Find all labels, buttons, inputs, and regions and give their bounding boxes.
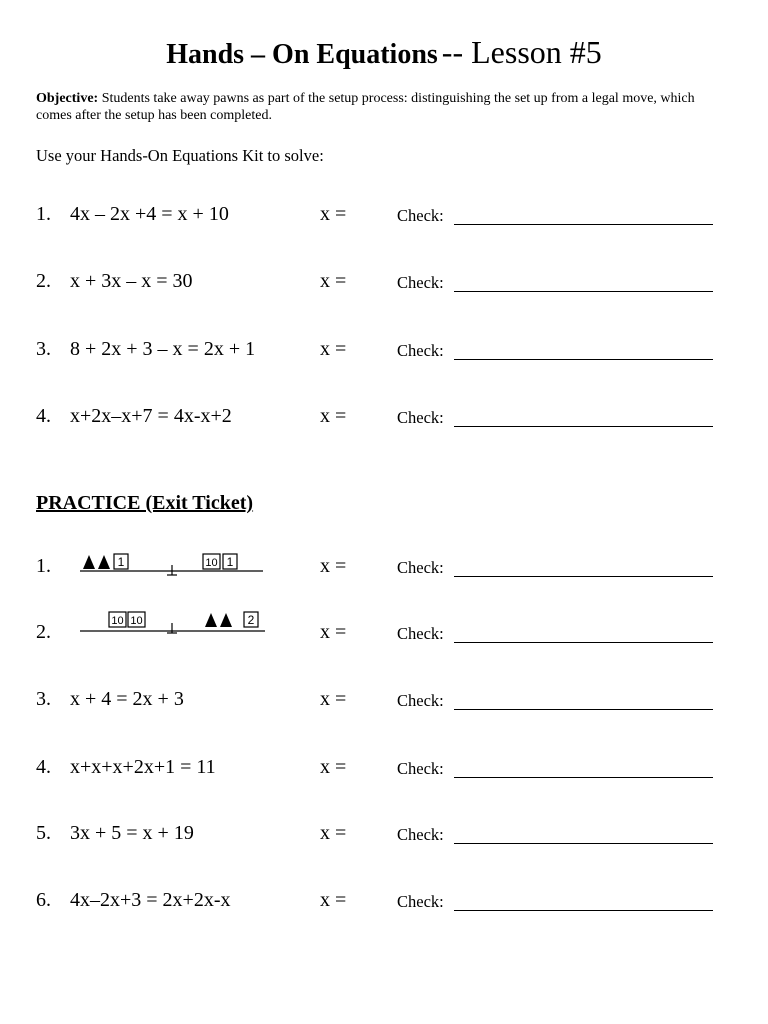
check-answer-line[interactable] bbox=[454, 709, 713, 710]
check-label: Check: bbox=[397, 558, 444, 577]
title-main: Hands – On Equations bbox=[166, 39, 438, 70]
check-label: Check: bbox=[397, 408, 444, 427]
problem-equation: 8 + 2x + 3 – x = 2x + 1 bbox=[70, 338, 256, 360]
practice-number: 3. bbox=[36, 688, 51, 710]
practice-row-6 bbox=[0, 889, 768, 923]
pawn-icon bbox=[220, 613, 232, 627]
check-answer-line[interactable] bbox=[454, 224, 713, 225]
check-answer-line[interactable] bbox=[454, 291, 713, 292]
practice-number: 4. bbox=[36, 756, 51, 778]
number-cube-icon bbox=[128, 612, 145, 627]
x-equals-label: x = bbox=[320, 203, 347, 225]
check-label: Check: bbox=[397, 825, 444, 844]
check-label: Check: bbox=[397, 892, 444, 911]
practice-row-3 bbox=[0, 688, 768, 722]
check-answer-line[interactable] bbox=[454, 359, 713, 360]
problem-number: 1. bbox=[36, 203, 51, 225]
balance-scale-icon bbox=[75, 547, 270, 581]
number-cube-icon bbox=[244, 612, 258, 627]
check-answer-line[interactable] bbox=[454, 843, 713, 844]
check-answer-line[interactable] bbox=[454, 576, 713, 577]
check-label: Check: bbox=[397, 206, 444, 225]
objective-text: Students take away pawns as part of the setup process: distinguishing the set up from a legal move, which comes after the setup has been completed. bbox=[36, 91, 695, 123]
pawn-icon bbox=[83, 555, 95, 569]
number-cube-icon bbox=[109, 612, 126, 627]
x-equals-label: x = bbox=[320, 756, 347, 778]
x-equals-label: x = bbox=[320, 822, 347, 844]
practice-row-1 bbox=[0, 555, 768, 589]
check-label: Check: bbox=[397, 759, 444, 778]
problem-row-2 bbox=[0, 270, 768, 304]
practice-equation: 4x–2x+3 = 2x+2x-x bbox=[70, 889, 231, 911]
check-label: Check: bbox=[397, 273, 444, 292]
check-answer-line[interactable] bbox=[454, 910, 713, 911]
check-answer-line[interactable] bbox=[454, 642, 713, 643]
problem-equation: x+2x–x+7 = 4x-x+2 bbox=[70, 405, 232, 427]
cube-value: 2 bbox=[247, 613, 255, 627]
objective-paragraph bbox=[36, 90, 716, 124]
check-answer-line[interactable] bbox=[454, 777, 713, 778]
x-equals-label: x = bbox=[320, 889, 347, 911]
problem-number: 4. bbox=[36, 405, 51, 427]
practice-row-2 bbox=[0, 613, 768, 655]
x-equals-label: x = bbox=[320, 405, 347, 427]
pawn-icon bbox=[98, 555, 110, 569]
practice-number: 5. bbox=[36, 822, 51, 844]
check-label: Check: bbox=[397, 341, 444, 360]
x-equals-label: x = bbox=[320, 270, 347, 292]
cube-value: 1 bbox=[226, 555, 234, 569]
number-cube-icon bbox=[223, 554, 237, 569]
practice-number: 1. bbox=[36, 555, 51, 577]
practice-row-4 bbox=[0, 756, 768, 790]
x-equals-label: x = bbox=[320, 688, 347, 710]
number-cube-icon bbox=[203, 554, 220, 569]
practice-equation: x + 4 = 2x + 3 bbox=[70, 688, 184, 710]
check-label: Check: bbox=[397, 624, 444, 643]
practice-number: 2. bbox=[36, 621, 51, 643]
cube-value: 10 bbox=[130, 615, 143, 627]
problem-equation: 4x – 2x +4 = x + 10 bbox=[70, 203, 229, 225]
cube-value: 10 bbox=[111, 615, 124, 627]
balance-scale-icon bbox=[75, 609, 270, 643]
problem-row-3 bbox=[0, 338, 768, 372]
title-lesson: -- Lesson #5 bbox=[441, 34, 602, 70]
practice-row-5 bbox=[0, 822, 768, 856]
practice-equation: 3x + 5 = x + 19 bbox=[70, 822, 194, 844]
problem-number: 2. bbox=[36, 270, 51, 292]
problem-row-4 bbox=[0, 405, 768, 439]
pawn-icon bbox=[205, 613, 217, 627]
x-equals-label: x = bbox=[320, 338, 347, 360]
check-label: Check: bbox=[397, 691, 444, 710]
cube-value: 10 bbox=[205, 557, 218, 569]
page-title bbox=[0, 34, 768, 71]
instructions: Use your Hands-On Equations Kit to solve: bbox=[36, 146, 324, 165]
practice-equation: x+x+x+2x+1 = 11 bbox=[70, 756, 216, 778]
problem-equation: x + 3x – x = 30 bbox=[70, 270, 193, 292]
check-answer-line[interactable] bbox=[454, 426, 713, 427]
problem-row-1 bbox=[0, 203, 768, 237]
x-equals-label: x = bbox=[320, 621, 347, 643]
practice-number: 6. bbox=[36, 889, 51, 911]
cube-value: 1 bbox=[117, 555, 125, 569]
practice-heading: PRACTICE (Exit Ticket) bbox=[36, 492, 254, 514]
problem-number: 3. bbox=[36, 338, 51, 360]
objective-label: Objective: bbox=[36, 91, 99, 106]
x-equals-label: x = bbox=[320, 555, 347, 577]
number-cube-icon bbox=[114, 554, 128, 569]
